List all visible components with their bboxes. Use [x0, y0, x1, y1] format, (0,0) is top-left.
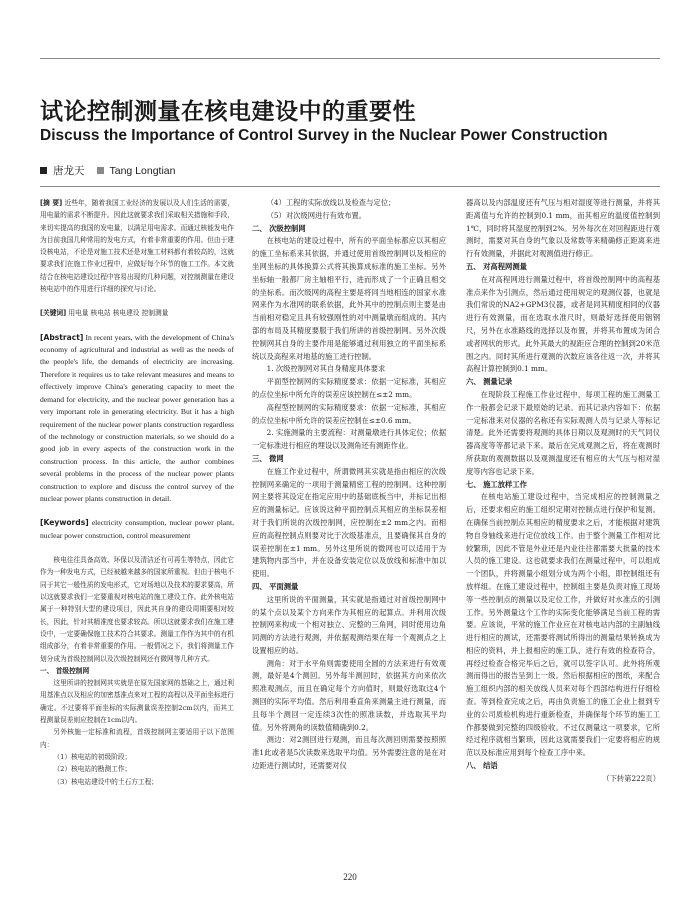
abstract-en: [40, 332, 234, 506]
page-title-cn: 试论控制测量在核电建设中的重要性: [40, 99, 416, 125]
keywords-cn-label: [关键词]: [40, 309, 67, 318]
list-item: 1. 次级控制网对其自身精度具体要求: [266, 364, 386, 374]
column-2: [252, 197, 446, 773]
page-title-en: Discuss the Importance of Control Survey in the Nuclear Power Construction: [40, 127, 608, 144]
section-1-paragraph-2: 另外核施一定标准和流程，首级控制网主要适用于以下范围内：: [40, 728, 234, 749]
abstract-cn: [40, 197, 234, 295]
list-item: 2. 实施测量的主要流程：对测量墩进行具体定位；依据一定标准进行相应的埋设以及测角还有测距作业。: [252, 428, 446, 451]
section-8-heading: 八、 结语: [466, 761, 498, 771]
section-1-heading: 一、 首级控制网: [40, 666, 90, 675]
section-4-paragraph-1: 这里所说的平面测量，其实就是指通过对首级控制网中的某个点以及某个方向来作为其相应的起算点。并利用次级控制网来构成一个相对独立、完整的三角网，同时使用边角同测的方法进行观测，并依据观测结果在每一个观测点之上设置相应的站。: [252, 594, 446, 655]
keywords-en: [40, 517, 234, 542]
intro-paragraph: 核电往往具备高效、环保以及清洁还有可再生等特点，因此它作为一种发电方式，已经被越来越多的国家所重视。但由于核电不同于其它一般性质的发电形式，它对场地以及技术的要求要高，所以这就要求我们一定要重视对核电站的施工建设工作。此外核电站属于一种特别大型的建设项目，因此其自身的建设周期要相对较长，因此，针对其精准度也要求较高。所以这就要求我们在施工建设中，一定要确保施工技术符合其要求。测量工作作为其中的有机组成部分，有着非常重要的作用。一般情况之下，我们将测量工作划分成为首级控制网以及次级控制网还有微网等几种方式。: [40, 556, 234, 663]
column-3: [466, 197, 660, 786]
abstract-en-text: In recent years, with the development of China's economy of agricultural and industrial as well as the needs of the people's life, the demands of electricity are increasing. Therefore it requires us to take relevant measures and means to effectively improve China's generating capacity to meet the demand for electricity, and the nuclear power generation has a very important role in generating electricity. But it has a high requirement of the nuclear power plants construction regardless of the technology or construction materials, so we should do a good job in every aspects of the construction work in the construction process. In this article, the author combines several problems in the process of the nuclear power plants construction to explore and discuss the control survey of the nuclear power plants construction in detail.: [40, 332, 234, 503]
column-1: [40, 197, 234, 788]
section-5-paragraph: 在对高程网进行测量过程中，将首级控制网中的高程基准点来作为引测点，然后通过使用规定的观测仪器，也就是我们常说的NA2+GPM3仪器，或者是同其精度相同的仪器进行有效测量，而在选取水准尺时，则最好选择使用铟钢尺，另外在水准路线的选择以及布置，并将其布置成为闭合或者网状的形式。此外其最大的视距应合理的控制到20米范围之内。同时其所进行观测的次数应该各往返一次，并将其高程计算控制到0.1 mm。: [466, 274, 660, 374]
section-4-heading: 四、 平面测量: [252, 581, 299, 591]
list-item: （5）对次级网进行有效布置。: [266, 210, 367, 220]
keywords-en-label: [Keywords]: [40, 518, 89, 528]
author-line: [40, 163, 175, 178]
section-3-paragraph: 在施工作业过程中，所谓微网其实就是指由相应的次级控制网来确定的一项用于测量精密工程的控制网。这种控制网主要将其设定在指定应用中的基础底板当中，并标记出相应的测量标记。应该说这种平面控制点其相应的坐标误差相对于我们所说的次级控制网，应控制在±2 mm之内。而相应的高程控制点则要对比于次级基准点，且要确保其自身的误差控制在±1 mm。另外这里所说的微网也可以适用于为建筑物内部当中，并在设备安装定位以及放线和标准中加以使用。: [252, 466, 446, 579]
header-rule: [40, 186, 660, 187]
list-item: （3）核电站建设中的土石方工程；: [53, 777, 158, 786]
list-item: （1）核电站的初级阶段；: [53, 752, 132, 761]
section-3-heading: 三、 微网: [252, 453, 284, 463]
section-7-paragraph: 在核电站施工建设过程中，当完成相应的控制测量之后，还要求相应的施工组织定期对控制点进行保护和复测。在确保当前控制点其相应的精度要求之后，才能根据对建筑物自身轴线来进行定位放线工作。由于整个测量工作相对比较繁琐，因此不管是外业还是内业往往都需要大批量的技术人员的施工建设。这也就要求我们在测量过程中，可以组成一个团队，并将测量小组划分成为两个小组，即控制组还有放样组。在施工建设过程中，控制组主要是负责对施工现场等一些控制点的测量以及定位工作，并做好对水准点的引测工作。另外测量这个工作的实际变化能够满足当前工程的需要。应该说，平常的施工作业应在对核电站内部的主副轴线进行相应的测试，还需要将测试所得出的测量结果转换成为相应的资料，并上报相应的施工队，进行有效的检查符合，再经过检查合格完毕后之后，就可以签字认可。此外将所观测而得出的报告呈到上一级。然后根据相应的图纸，来配合施工组织内部的相关放线人员来对每个西部结构进行仔细检查。等到检查完成之后，再由负责施工的施工企业上报到专业的公司质检机构进行重新检查，并确保每个环节的施工工作都要做到完整的四级验收。不过仅测量这一项要求，它所经过程序就相当繁琐，因此这就需要我们一定要将相应的规范以及标准应用到每个检查工序中来。: [466, 492, 660, 758]
abstract-en-label: [Abstract]: [40, 332, 84, 342]
section-6-heading: 六、 测量记录: [466, 377, 513, 387]
section-7-heading: 七、 施工放样工作: [466, 479, 527, 489]
section-4-paragraph-2: 测角：对于水平角则需要使用全圆的方法来进行有效观测，最好是4个测回。另外每半测回时，依据其方向来依次照准观测点，而且在确定每个方向值时，则最好选取这4个测回的实际平均值。然后利用垂直角来测量主进行测量，而且每半个测回一定连续3次性的照准读数，并选取其平均值。另外将测角的读数值精确到0.2。: [252, 658, 446, 732]
list-item: （4）工程的实际放线以及检查与定位；: [266, 198, 396, 207]
continuation-note: （下转第222页）: [602, 773, 660, 783]
section-2-heading: 二、 次级控制网: [252, 223, 306, 233]
list-item: 平面型控制网的实际精度要求：依据一定标准，其相应的点位坐标中所允许的误差应该控制在≤±2 mm。: [252, 377, 446, 399]
section-2-paragraph: 在核电站的建设过程中，所有的平面坐标都应以其相应的施工坐标系来其依据，并通过使用首级控制网以及相应的坐网坐标的具体换算公式将其换算成标准的施工坐标。另外坐标轴一般都厂房主轴相平行，进而形成了一个正确且相交的坐标系。而次级网的高程主要是将同当地相连的国家水准网来作为水准网的联系依据，此外其中的控制点则主要是由当前相对稳定且具有较强刚性的对中测量墩而组成的。其内部的布局及其精度要服于我们所讲的首级控制网。另外次级控制网其自身的主要作用是能够通过利用独立的平面坐标系统以及高程来对地基的施工进行控制。: [252, 236, 446, 361]
keywords-cn: [40, 307, 234, 319]
section-4-continued: 器高以及内部温度还有气压与相对湿度等进行测量，并将其距离值与允许的控制到0.1 mm，而其相应的温度值控制到1℃，同时将其湿度控制到2%。另外每次在对回程距进行观测时，需要对其自身的气象以及常数等来精确修正距离来进行有效测量，并据此对观测值进行修正。: [466, 198, 660, 259]
author-square-grey-icon: [97, 167, 104, 174]
top-rule: [40, 58, 660, 59]
keywords-en-text: electricity consumption, nuclear power plant, nuclear power construction, control measurement: [40, 518, 234, 540]
author-name-cn: 唐龙天: [53, 165, 85, 177]
abstract-cn-text: 近些年，随着我国工业经济的发展以及人们生活的需要，用电量的需求不断提升。因此这就要求我们采取相关措施和手段，来切实提高的我国的发电量，以满足用电需求。而通过核能发电作为目前我国几种常用的发电方式，有着非常重要的作用。但由于建设核电站，不论是对施工技术还是对施工材料都有着较高的，这就要求我们在施工作业过程中，应做好每个环节的施工工作。本文就结合在核电站建设过程中容易出现的几种问题，对控制测量在建设核电站中的作用进行详细的探究与讨论。: [40, 199, 234, 294]
page-number: 220: [343, 872, 357, 882]
abstract-cn-label: [摘 要]: [40, 199, 63, 207]
author-name-en: Tang Longtian: [109, 164, 176, 177]
section-4-paragraph-3: 测边：对2测回进行观测，而且每次测回则需要按照照准1此或者是5次读数来选取平均值。另外需要注意的是在对边距进行测试时，还需要对仪: [252, 735, 446, 771]
list-item: 高程型控制网的实际精度要求：依据一定标准，其相应的点位坐标中所允许的误差应控制在≤±0.6 mm。: [252, 402, 446, 425]
author-square-icon: [40, 167, 47, 174]
section-5-heading: 五、 对高程网测量: [466, 261, 527, 271]
section-1-paragraph-1: 这里所讲的控制网其实就是在原先国家网的基础之上，通过利用基准点以及相应的加密基准点来对工程的高程以及平面坐标进行确定。不过要将平面坐标的实际测量误差控制2cm以内，而其工程测量误差则应控制在1cm以内。: [40, 679, 234, 725]
section-6-paragraph: 在现阶段工程施工作业过程中，每项工程的施工测量工作一般都会记录下最原始的记录。而其记录内容如下：依据一定标准来对仪器的名称还有实际观测人员与记录人等标记清楚。此外还需要将观测的具体日期以及观测时的天气同仪器高度等等都记录下来。最后在完成观测之后，将在观测时所获取的观测数据以及观测温度还有相应的大气压与相对湿度等内容也记录下来。: [466, 389, 660, 476]
keywords-cn-text: 用电量 核电站 核电建设 控制测量: [68, 309, 169, 318]
list-item: （2）核电站的勘测工作；: [53, 765, 132, 774]
